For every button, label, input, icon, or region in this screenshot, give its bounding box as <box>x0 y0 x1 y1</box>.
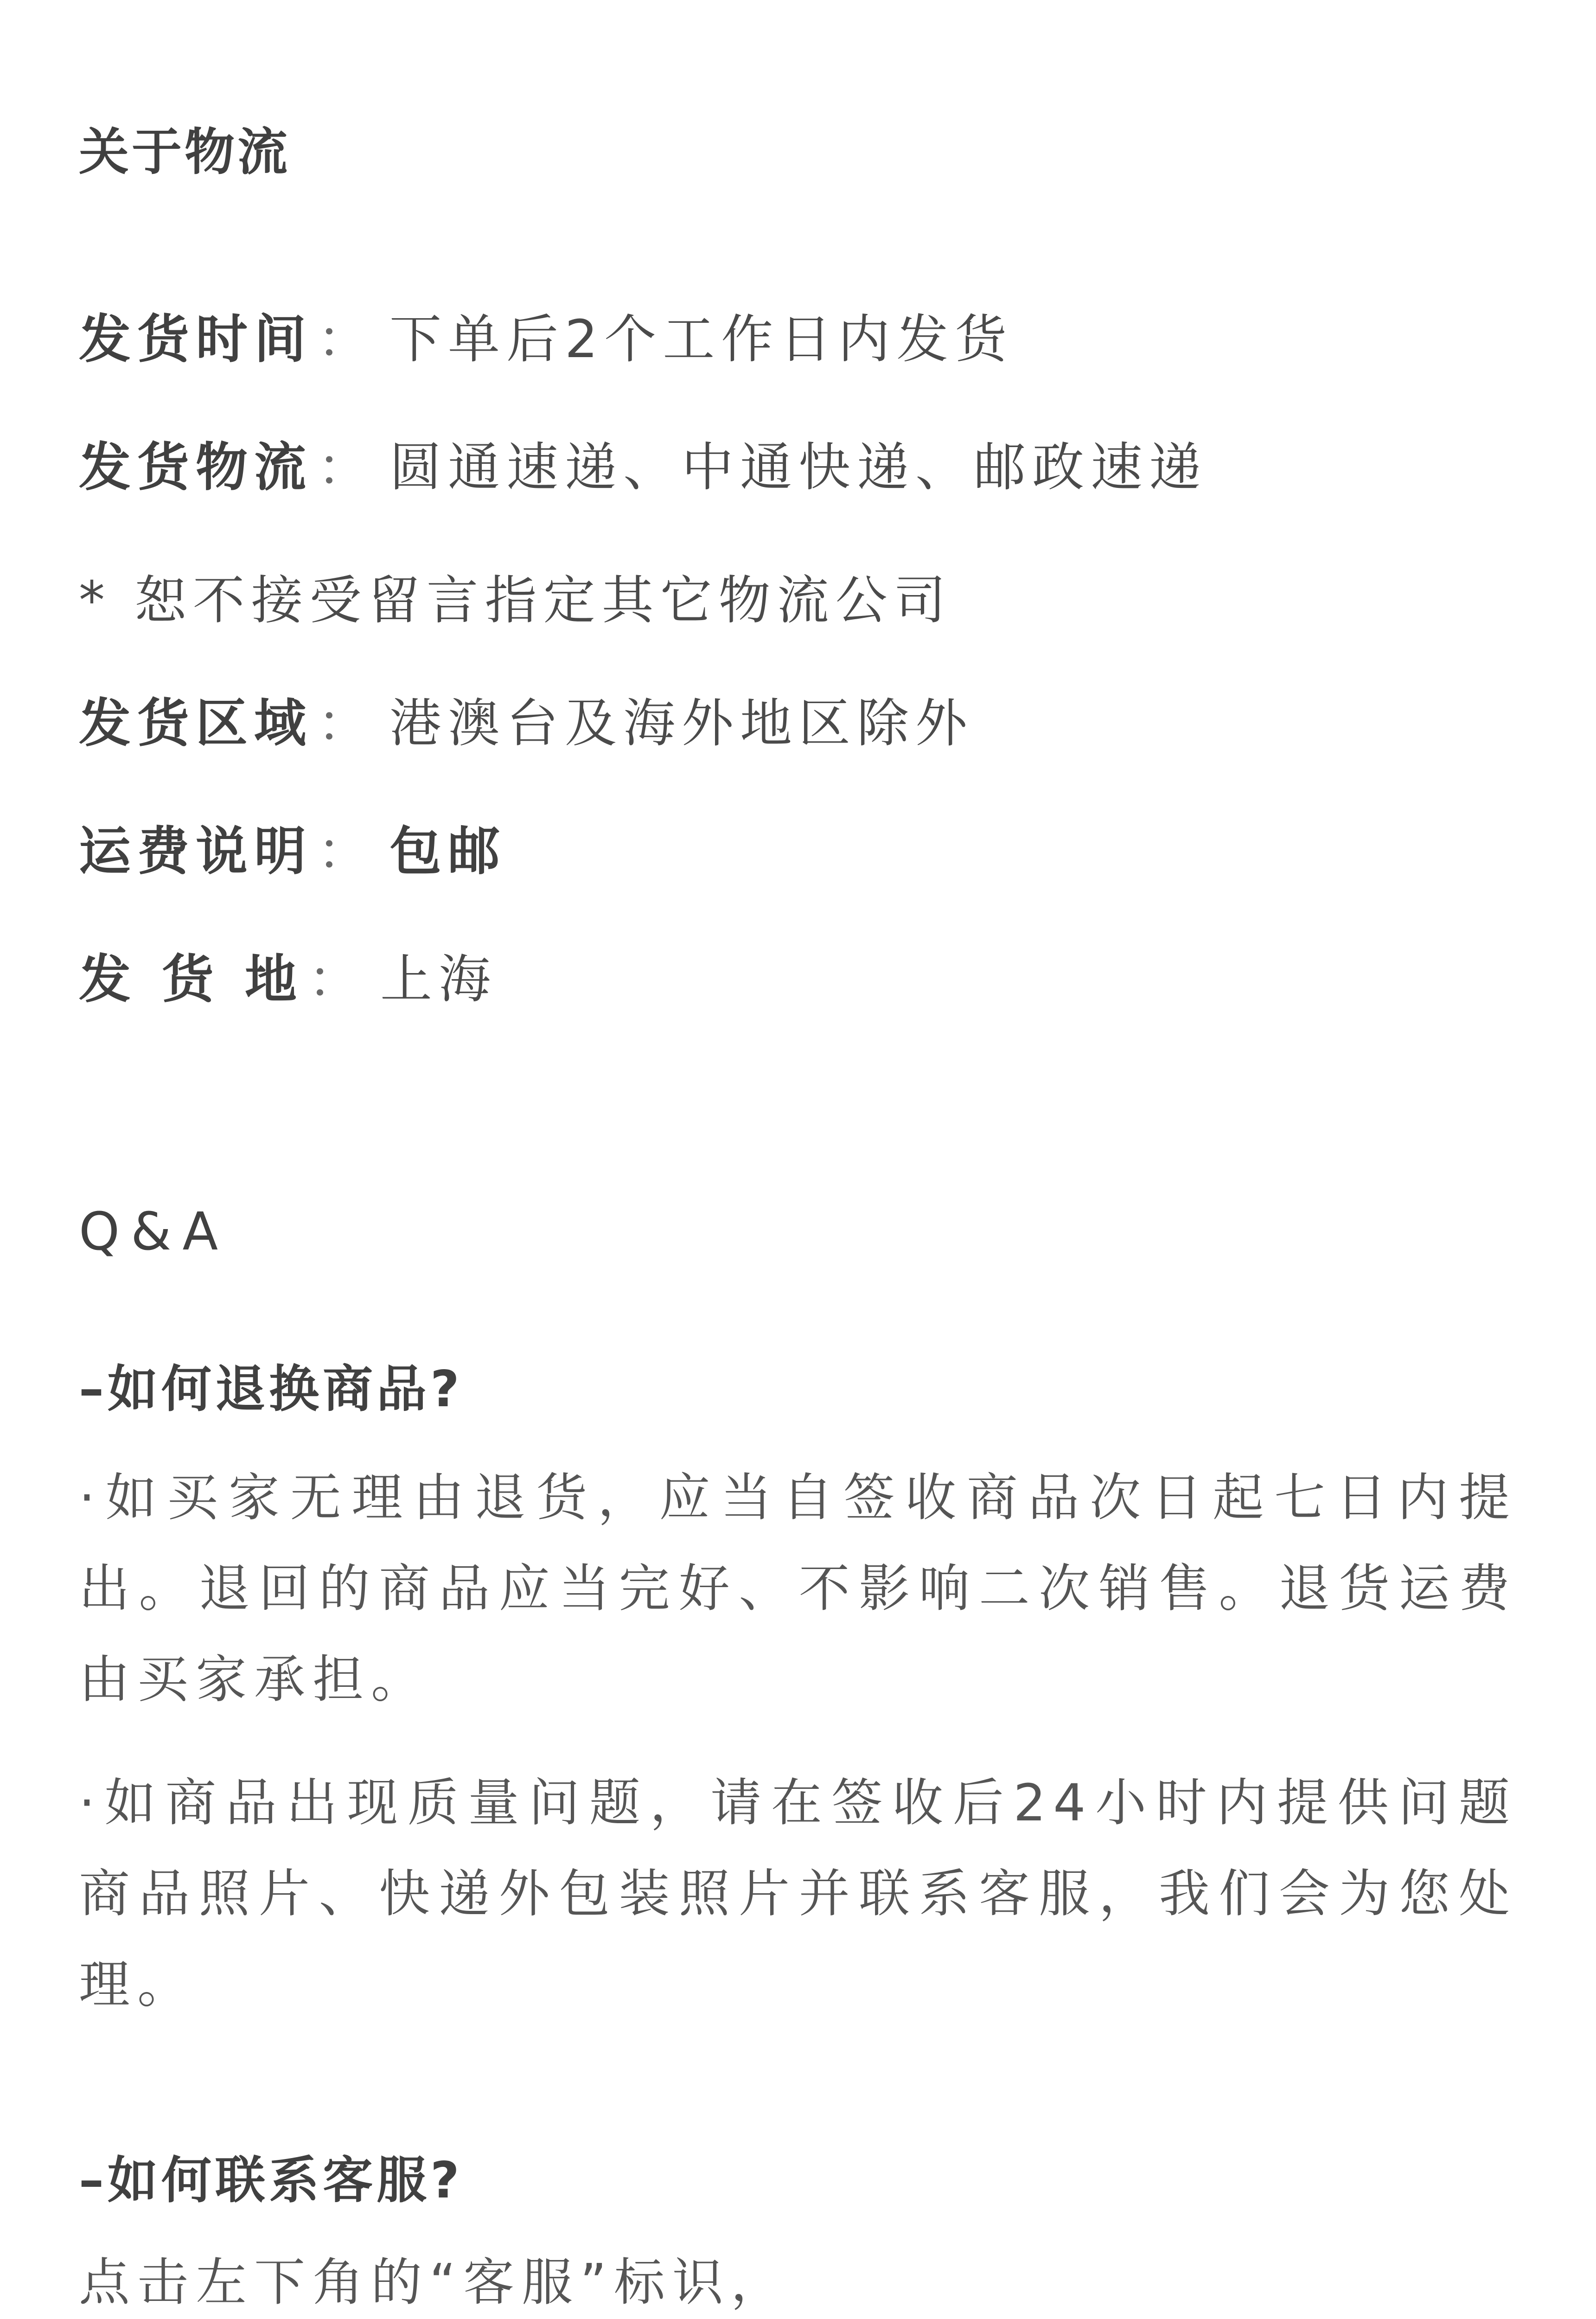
qa-answer-paragraph: ·如商品出现质量问题，请在签收后24小时内提供问题商品照片、快递外包装照片并联系客服，我们会为您处理。 <box>79 1773 1517 2014</box>
info-label: 发货物流 <box>79 437 313 498</box>
info-separator: ： <box>317 693 376 754</box>
qa-answer-lines <box>79 2238 1517 2319</box>
info-label: 运费说明 <box>79 821 313 882</box>
info-row-ship-region <box>79 687 1517 754</box>
info-row-carriers <box>79 431 1517 498</box>
info-separator: ： <box>317 821 376 882</box>
qa-question: –如何退换商品? <box>79 1360 463 1418</box>
qa-answer-paragraph: ·如买家无理由退货，应当自签收商品次日起七日内提出。退回的商品应当完好、不影响二次销售。退货运费由买家承担。 <box>79 1467 1517 1709</box>
info-label: 发货区域 <box>79 693 313 754</box>
info-separator: ： <box>307 949 366 1010</box>
qa-question: –如何联系客服? <box>79 2151 463 2210</box>
qa-title: Q&A <box>79 1202 230 1262</box>
carrier-note: * 恕不接受留言指定其它物流公司 <box>79 570 952 631</box>
qa-answer-line: 点击左下角的“客服”标识， <box>79 2253 789 2313</box>
info-value: 上海 <box>380 949 497 1010</box>
info-value: 下单后2个工作日内发货 <box>389 309 1014 370</box>
info-row-ship-time <box>79 303 1517 370</box>
info-label: 发货时间 <box>79 309 313 370</box>
qa-item-contact-service <box>79 2151 1517 2319</box>
about-logistics-title: 关于物流 <box>79 123 291 181</box>
info-value: 包邮 <box>389 821 506 882</box>
qa-item-returns <box>79 1359 1517 2030</box>
info-separator: ： <box>317 437 376 498</box>
info-row-ship-origin <box>79 943 1517 1010</box>
info-row-shipping-fee <box>79 815 1517 882</box>
logistics-info-list <box>79 303 1517 1010</box>
info-separator: ： <box>317 309 376 370</box>
info-label: 发 货 地 <box>79 949 303 1010</box>
info-value: 港澳台及海外地区除外 <box>389 693 974 754</box>
info-value: 圆通速递、中通快递、邮政速递 <box>389 437 1207 498</box>
